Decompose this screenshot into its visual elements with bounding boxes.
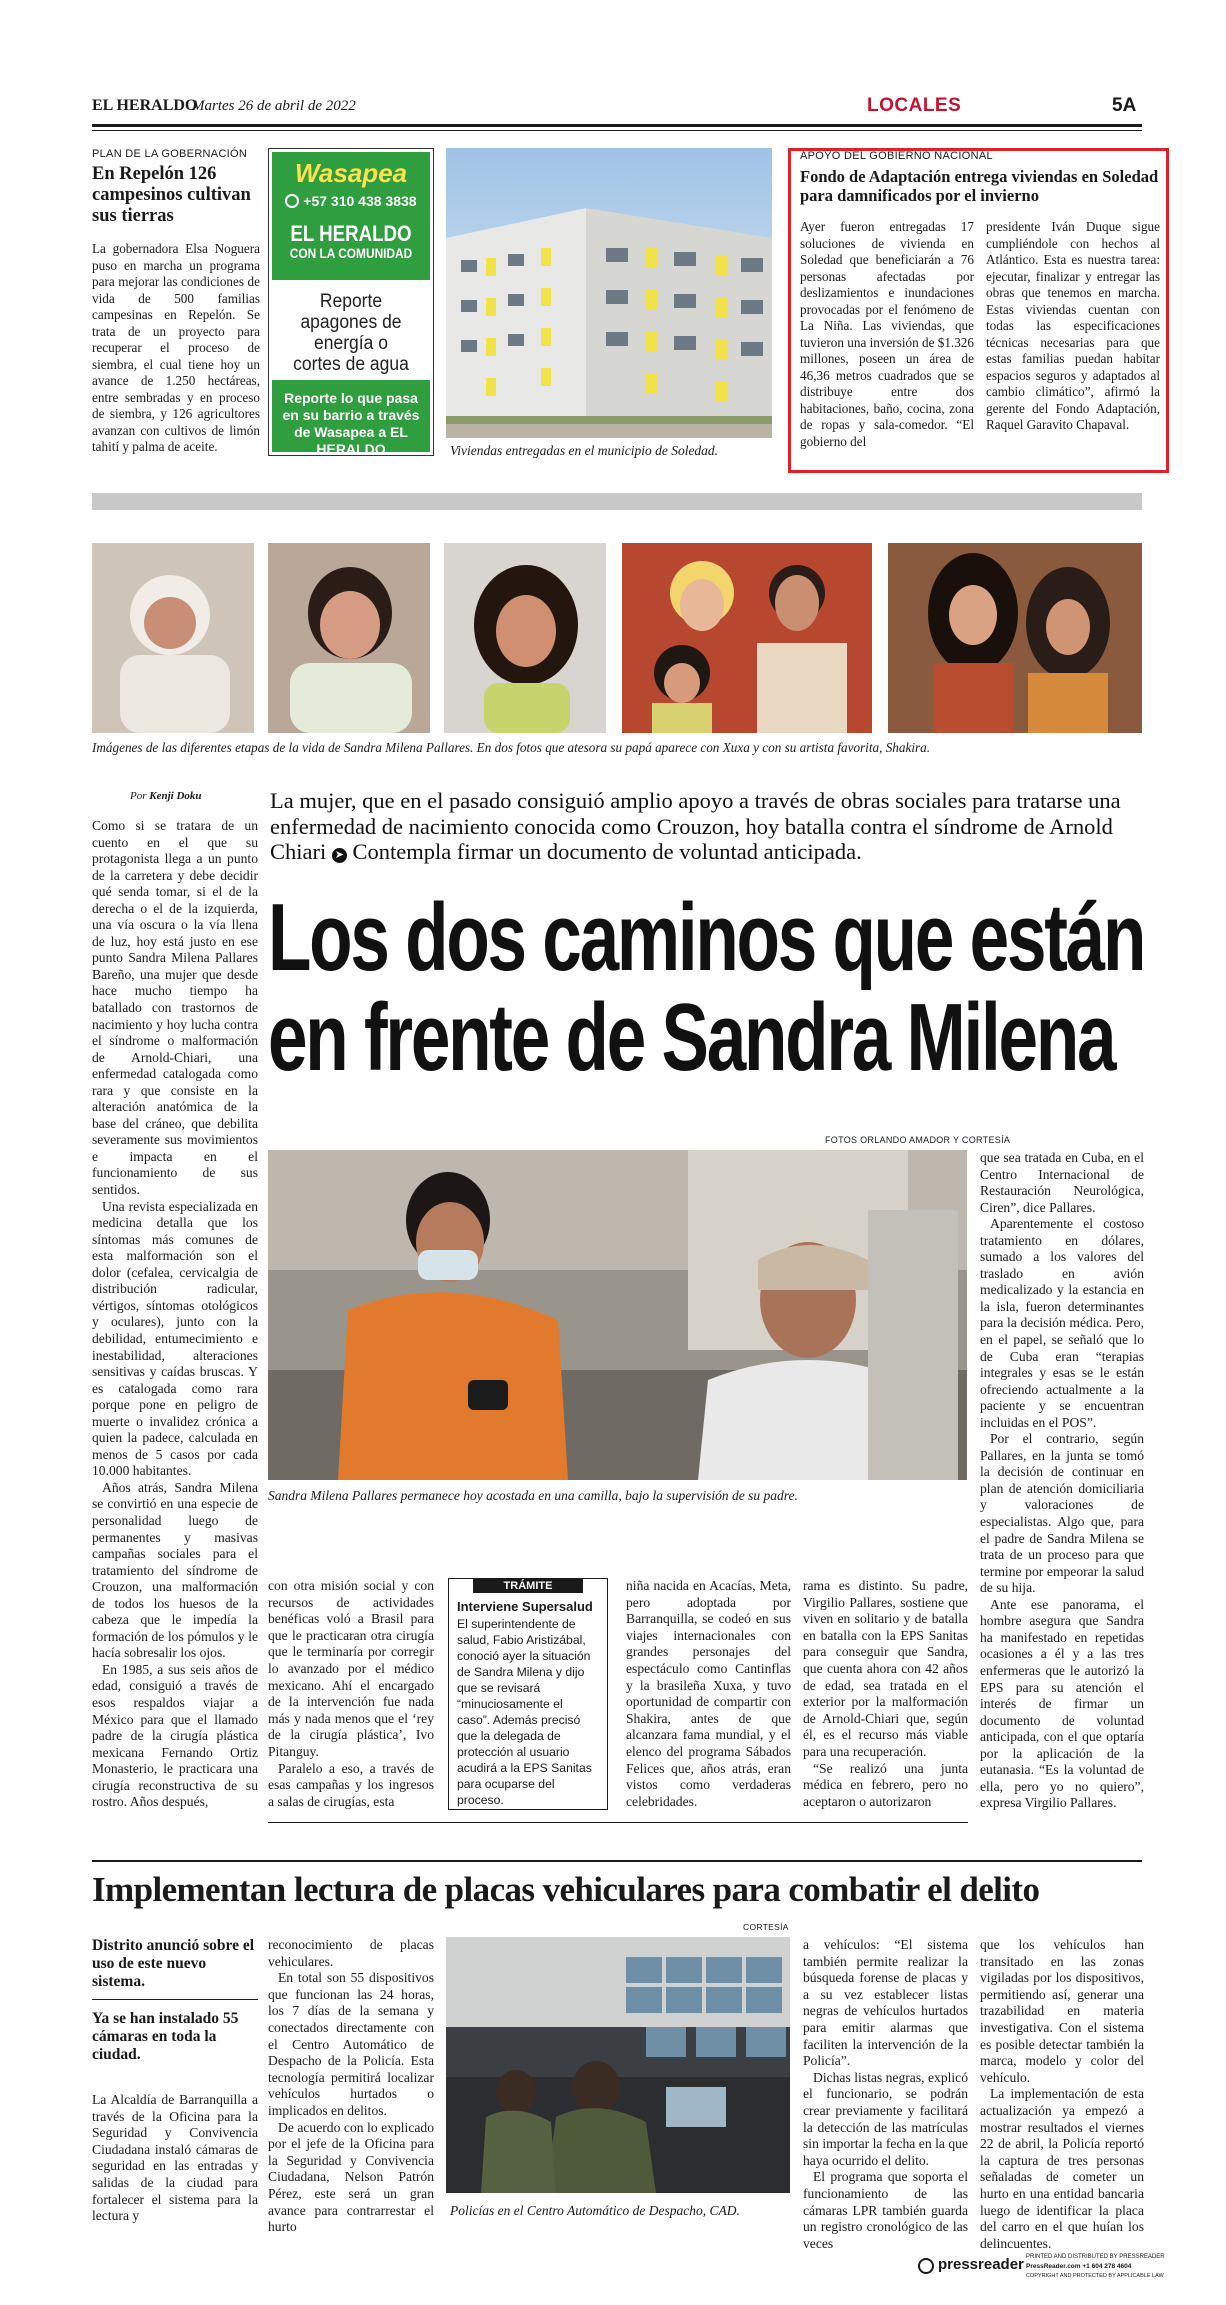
footer-fine-3: COPYRIGHT AND PROTECTED BY APPLICABLE LAW: [1026, 2273, 1164, 2279]
main-right-column: [980, 1150, 1144, 1812]
paragraph: En total son 55 dispositivos que funcionan las 24 horas, los 7 días de la semana y conectados directamente con el Centro Automático de Despacho de la Policía. Esta tecnología permitirá localizar vehículos hurtados o implicados en delitos.: [268, 1970, 434, 2118]
ad-phone-number: +57 310 438 3838: [303, 193, 417, 209]
byline: [130, 790, 202, 802]
paragraph: que sea tratada en Cuba, en el Centro Internacional de Restauración Neurológica, Ciren”, dice Pallares.: [980, 1150, 1144, 1215]
section-divider-band: [92, 493, 1142, 510]
paragraph: De acuerdo con lo explicado por el jefe de la Oficina para la Seguridad y Convivencia Ciudadana, Nelson Patrón Pérez, este será un gran avance para contrarrestar el hurto: [268, 2119, 434, 2235]
paragraph: La implementación de esta actualización ya empezó a mostrar resultados el viernes 22 de abril, la Policía reportó la captura de tres personas señaladas de cometer un hurto en una entidad bancaria luego de identificar la placa del carro en el que huían los delincuentes.: [980, 2086, 1144, 2251]
paragraph: Años atrás, Sandra Milena se convirtió en una especie de personalidad luego de permanentes y masivas campañas sociales para el tratamiento del síndrome de Crouzon, una malformación de todos los huesos de la cabeza que le impedía la formación de los pómulos y le hacía sobresalir los ojos.: [92, 1479, 258, 1661]
main-photo: [268, 1150, 967, 1480]
kicker: PLAN DE LA GOBERNACIÓN: [92, 148, 248, 160]
story-fondo: [800, 150, 1160, 450]
paragraph: con otra misión social y con recursos de actividades benéficas voló a Brasil para que le practicaran otra cirugía que le terminaría por corregir lo avanzado por el médico mexicano. Ahí el encargado de la intervención fue nada más y nada menos que el ‘rey de la cirugía plástica’, Ivo Pitanguy.: [268, 1578, 434, 1759]
placas-top-rule: [92, 1860, 1142, 1862]
ad-bottom: Reporte lo que pasa en su barrio a través de Wasapea a EL HERALDO: [272, 380, 430, 452]
paper-name: EL HERALDO: [92, 97, 198, 114]
dispatch-center-photo-image: [446, 1937, 790, 2193]
main-deck: [270, 788, 1150, 865]
column-2: presidente Iván Duque sigue cumpliéndole con hechos al Atlántico. Esta es nuestra tarea: ejecutar, finalizar y entregar las obras que tenemos en marcha. Estas viviendas cuentan con todas las especificaciones técnicas necesarias para que estas familias puedan habitar espacios seguros y adaptados al cambio climático”, afirmó la gerente del Fondo Adaptación, Raquel Garavito Chapaval.: [986, 219, 1160, 432]
baby-photo-image: [92, 543, 254, 733]
byline-name: Kenji Doku: [149, 790, 202, 802]
ad-brand: Wasapea: [294, 158, 408, 188]
pressreader-brand: pressreader: [938, 2256, 1024, 2273]
masthead-rule-thin: [92, 130, 1142, 131]
main-column-b: [268, 1578, 434, 1810]
placas-column-2: [268, 1937, 434, 2236]
main-photo-caption: Sandra Milena Pallares permanece hoy acostada en una camilla, bajo la supervisión de su padre.: [268, 1488, 798, 1503]
brief-2: Ya se han instalado 55 cámaras en toda la ciudad.: [92, 2010, 239, 2063]
body: La gobernadora Elsa Noguera puso en marcha un programa para mejorar las condiciones de vida de 500 familias campesinas en Repelón. Se trata de un proyecto para recuperar el proceso de siembra, el cual tiene hoy un avance de 1.250 hectáreas, entre sembradas y en proceso de siembra, y 126 agricultores avanzan con cultivos de limón tahití y palma de aceite.: [92, 241, 260, 454]
story-repelon: [92, 148, 260, 456]
paragraph: Ante ese panorama, el hombre asegura que Sandra ha manifestado en repetidas ocasiones a él y a las tres enfermeras que le autorizó la EPS para su atención el interés de firmar un documento de voluntad anticipada, con el que optaría por la aplicación de la eutanasia. “Es la voluntad de ella, pero yo no quiero”, expresa Virgilio Pallares.: [980, 1596, 1144, 1811]
gallery-photo-baby: [92, 543, 254, 733]
paragraph: que los vehículos han transitado en las zonas vigiladas por los dispositivos, permitiendo así, generar una trazabilidad en materia investigativa. Con el sistema es posible detectar también la marca, modelo y color del vehículo.: [980, 1937, 1144, 2085]
byline-prefix: Por: [130, 790, 147, 802]
paragraph: En 1985, a sus seis años de edad, consiguió a través de esos respaldos viajar a México para que el llamado padre de la cirugía plástica mexicana Fernando Ortiz Monasterio, le practicara una cirugía reconstructiva de su rostro. Años después,: [92, 1661, 258, 1810]
placas-photo: [446, 1937, 790, 2193]
placas-credit: CORTESÍA: [743, 1922, 789, 1932]
paragraph: reconocimiento de placas vehiculares.: [268, 1937, 434, 1969]
kicker: APOYO DEL GOBIERNO NACIONAL: [800, 150, 993, 162]
arrow-icon: ➤: [332, 848, 347, 863]
masthead: [92, 95, 1142, 125]
paragraph: Una revista especializada en medicina detalla que los síntomas más comunes de esta malformación son el dolor (cefalea, cervicalgia de distribución radicular, vértigos, síntomas otológicos y oculares), junto con la debilidad, entumecimiento e inestabilidad, alteraciones sensitivas y caídas bruscas. Y es catalogada como rara porque pone en peligro de muerte o invalidez crónica a quien la padece, calculada en menos de 5 casos por cada 10.000 habitantes.: [92, 1198, 258, 1479]
masthead-rule: [92, 124, 1142, 127]
xuxa-photo-image: [622, 543, 872, 733]
paragraph: “Se realizó una junta médica en febrero, pero no aceptaron o autorizaron: [803, 1760, 968, 1809]
page-number: 5A: [1112, 95, 1137, 116]
ad-line1: EL HERALDO: [290, 221, 412, 246]
placas-column-3: [803, 1937, 968, 2252]
footer-fine-2: PressReader.com +1 604 278 4604: [1026, 2263, 1132, 2270]
main-column-d: [626, 1578, 791, 1810]
main-story-bottom-rule: [268, 1822, 968, 1823]
gallery-caption: Imágenes de las diferentes etapas de la vida de Sandra Milena Pallares. En dos fotos que atesora su papá aparece con Xuxa y con su artista favorita, Shakira.: [92, 740, 931, 755]
main-left-column: [92, 818, 258, 1811]
gallery-photo-xuxa: [622, 543, 872, 733]
photo-credit: FOTOS ORLANDO AMADOR Y CORTESÍA: [825, 1135, 1011, 1145]
teen-photo-image: [444, 543, 606, 733]
ad-phone: [272, 193, 430, 209]
placas-column-1: La Alcaldía de Barranquilla a través de la Oficina para la Seguridad y Convivencia Ciudadana instaló cámaras de seguridad en las entradas y salidas de la ciudad para fortalecer el sistema para la lectura y: [92, 2092, 258, 2224]
paragraph: Dichas listas negras, explicó el funcionario, se podrán crear previamente y facilitará la detección de las matrículas sin importar la fecha en la que haya ocurrido el delito.: [803, 2069, 968, 2168]
gallery-photo-shakira: [888, 543, 1142, 733]
issue-date: Martes 26 de abril de 2022: [192, 98, 356, 114]
paragraph: rama es distinto. Su padre, Virgilio Pallares, sostiene que viven en solitario y de batalla en batalla con la EPS Sanitas para conseguir que Sandra, que cuenta ahora con 42 años de edad, sea tratada en el exterior por la malformación de Arnold-Chiari que, según él, es el recurso más viable para una recuperación.: [803, 1578, 968, 1759]
paragraph: Por el contrario, según Pallares, en la junta se tomó la decisión de continuar en plan de atención domiciliaria y valoraciones de especialistas. Algo que, para el padre de Sandra Milena se trata de un proceso para que termine por empeorar la salud de su hija.: [980, 1431, 1144, 1596]
brief-1: Distrito anunció sobre el uso de este nuevo sistema.: [92, 1937, 258, 2000]
ad-mid: Reporte apagones de energía o cortes de agua: [293, 291, 409, 375]
paragraph: Paralelo a eso, a través de esas campañas y los ingresos a salas de cirugías, esta: [268, 1760, 434, 1809]
section-name: LOCALES: [867, 95, 962, 116]
footer-fine-1: PRINTED AND DISTRIBUTED BY PRESSREADER: [1026, 2254, 1165, 2260]
deck-text: La mujer, que en el pasado consiguió amplio apoyo a través de obras sociales para tratarse una enfermedad de nacimiento conocida como Crouzon, hoy batalla contra el síndrome de Arnold Chiari: [270, 788, 1121, 864]
paragraph: niña nacida en Acacías, Meta, pero adoptada por Barranquilla, se codeó en sus viajes internacionales con grandes personajes del espectáculo como Cantinflas y la brasileña Xuxa, y tuvo oportunidad de compartir con Shakira, antes de que alcanzara fama mundial, y el elenco del programa Sábados Felices que, años atrás, eran vistos como verdaderas celebridades.: [626, 1578, 791, 1809]
gallery-photo-girl: [268, 543, 430, 733]
main-headline: [268, 884, 1158, 1091]
apartment-buildings-image: [446, 148, 772, 438]
soledad-housing-photo: [446, 148, 772, 438]
whatsapp-icon: [285, 194, 299, 208]
ad-top: [272, 152, 430, 280]
girl-photo-image: [268, 543, 430, 733]
soledad-photo-caption: Viviendas entregadas en el municipio de Soledad.: [450, 443, 719, 458]
paragraph: Aparentemente el costoso tratamiento en dólares, sumado a los valores del traslado en avión medicalizado y la estancia en la isla, fueron determinantes para la decisión médica. Pero, en el papel, se señaló que lo de Cuba eran “terapias integrales y esas se le están ofreciendo actualmente a la paciente y se encuentran incluidas en el POS”.: [980, 1216, 1144, 1430]
tramite-box: [448, 1578, 608, 1810]
gallery-photo-teen: [444, 543, 606, 733]
paragraph: El programa que soporta el funcionamiento de las cámaras LPR también guarda un registro cronológico de las veces: [803, 2169, 968, 2251]
main-column-e: [803, 1578, 968, 1810]
father-daughter-photo-image: [268, 1150, 967, 1480]
placas-column-4: [980, 1937, 1144, 2252]
placas-briefs: [92, 1937, 258, 2064]
placas-photo-caption: Policías en el Centro Automático de Despacho, CAD.: [450, 2203, 740, 2218]
ad-line2: CON LA COMUNIDAD: [289, 245, 413, 261]
paragraph: Como si se tratara de un cuento en el que su protagonista llega a un punto de la carretera y debe decidir qué senda tomar, si el de la derecha o el de la izquierda, una vía oscura o la vía llena de luz, hoy está justo en ese punto Sandra Milena Pallares Bareño, una mujer que desde hace mucho tiempo ha batallado con trastornos de nacimiento y hoy lucha contra el síndrome o malformación de Arnold-Chiari, una enfermedad catalogada como rara y que consiste en la alteración anatómica de la base del cráneo, que debilita severamente sus movimientos e impacta en el funcionamiento de sus sentidos.: [92, 818, 258, 1198]
tramite-body: El superintendente de salud, Fabio Aristizábal, conoció ayer la situación de Sandra Milena y dijo que se revisará “minuciosamente el caso”. Además precisó que la delegada de protección al usuario acudirá a la EPS Sanitas para ocuparse del proceso.: [457, 1617, 592, 1807]
tramite-title: Interviene Supersalud: [457, 1599, 593, 1614]
photo-gallery: [92, 543, 1142, 733]
tramite-label: TRÁMITE: [473, 1579, 583, 1593]
headline-line-1: Los dos caminos que están: [268, 884, 1145, 991]
column-1: Ayer fueron entregadas 17 soluciones de vivienda en Soledad que beneficiarán a 76 personas afectadas por deslizamientos e inundaciones provocadas por el fenómeno de La Niña. Las viviendas, que tuvieron una inversión de $1.326 millones, poseen un área de 46,36 metros cuadrados que se distribuye entre dos habitaciones, baño, cocina, zona de ropas y sala-comedor. “El gobierno del: [800, 219, 974, 449]
wasapea-ad: [268, 148, 434, 456]
pressreader-footer[interactable]: [918, 2252, 1165, 2282]
headline: En Repelón 126 campesinos cultivan sus tierras: [92, 164, 251, 226]
headline: Fondo de Adaptación entrega viviendas en Soledad para damnificados por el invierno: [800, 167, 1159, 205]
headline-line-2: en frente de Sandra Milena: [268, 984, 1115, 1091]
paragraph: a vehículos: “El sistema también permite realizar la búsqueda forense de placas y a su vez establecer listas negras de vehículos hurtados para emitir alarmas que faciliten la intervención de la Policía”.: [803, 1937, 968, 2069]
placas-headline: Implementan lectura de placas vehiculares para combatir el delito: [92, 1870, 1040, 1909]
shakira-photo-image: [888, 543, 1142, 733]
pressreader-logo-icon: [918, 2258, 934, 2274]
deck-tail: Contempla firmar un documento de voluntad anticipada.: [352, 839, 862, 864]
